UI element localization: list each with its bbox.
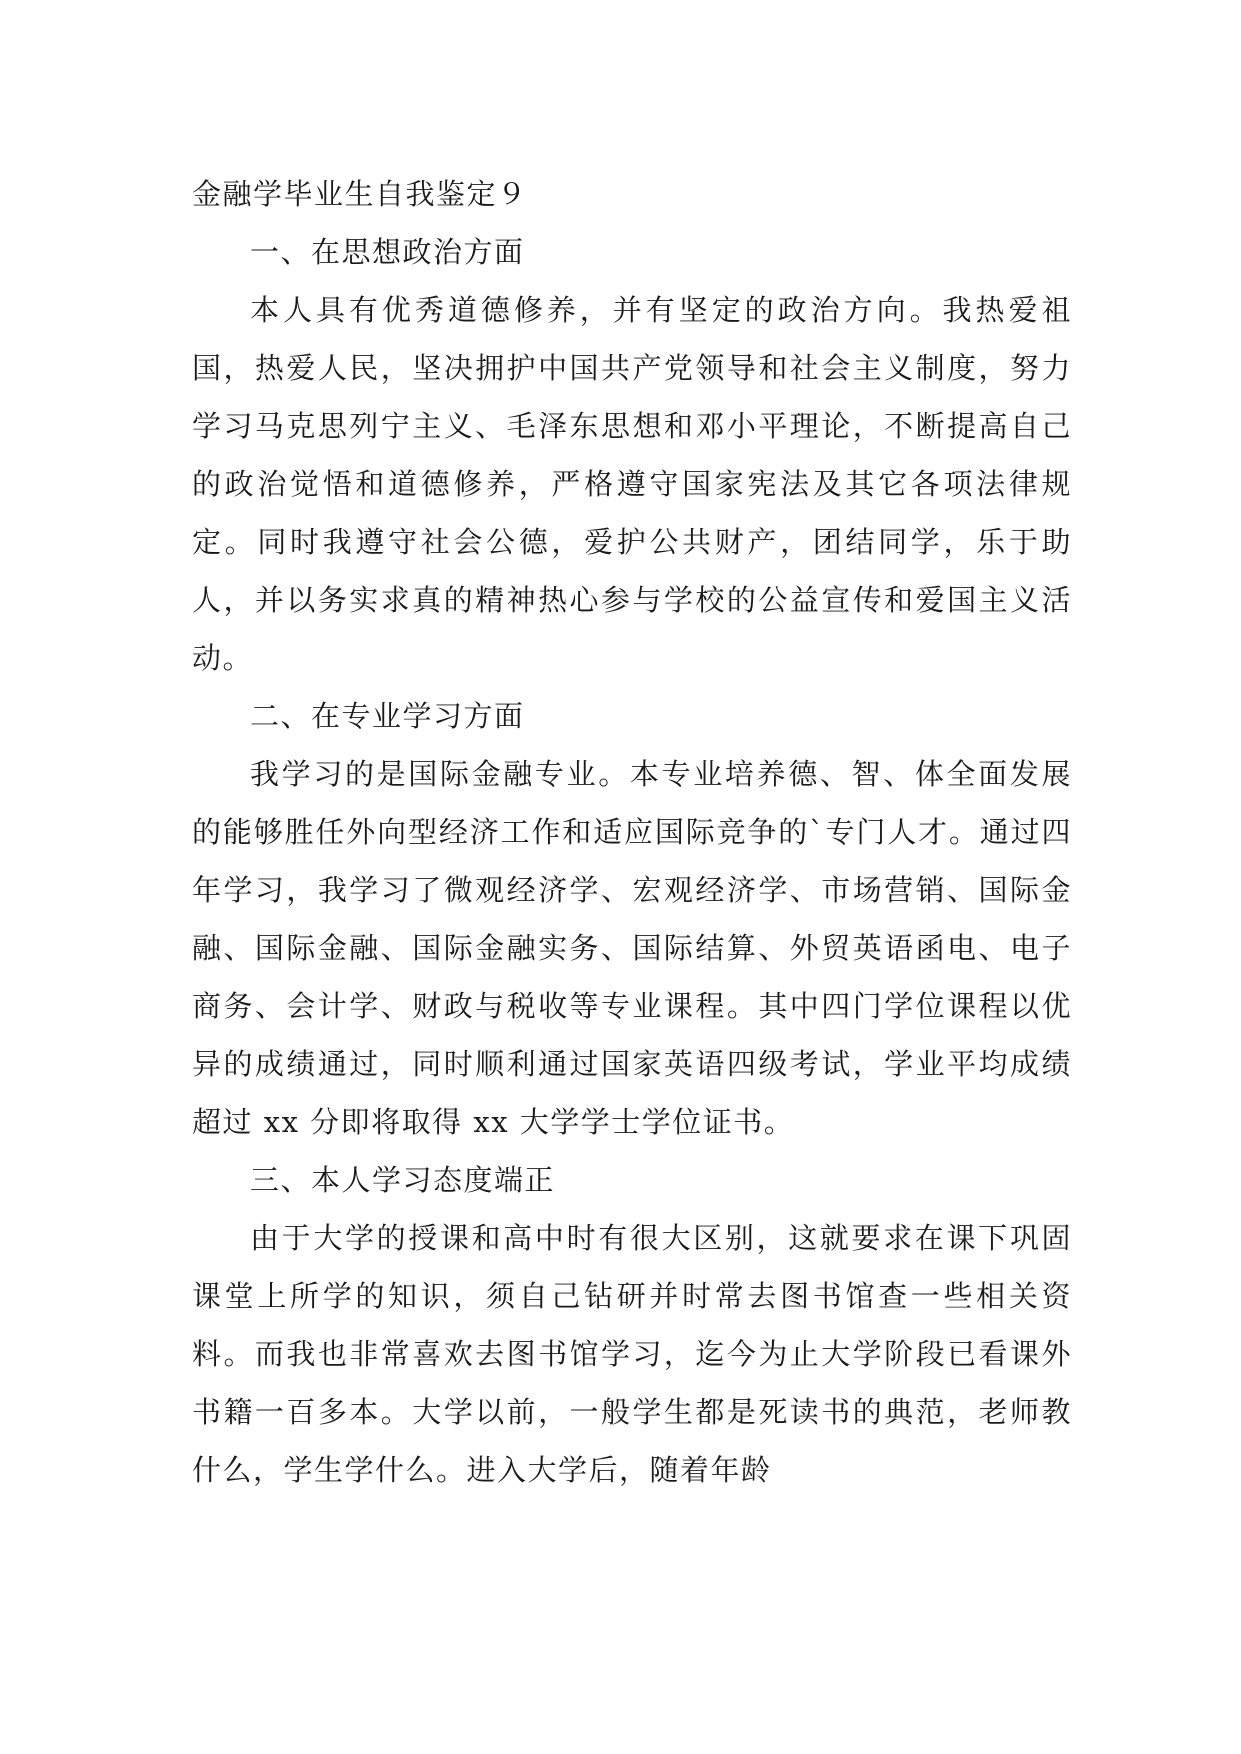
section-heading-attitude: 三、本人学习态度端正	[250, 1163, 556, 1197]
document-title: 金融学毕业生自我鉴定９	[192, 177, 528, 211]
section-paragraph-attitude: 由于大学的授课和高中时有很大区别，这就要求在课下巩固课堂上所学的知识，须自己钻研并时常去图书馆查一些相关资料。而我也非常喜欢去图书馆学习，迄今为止大学阶段已看课外书籍一百多本。大学以前，一般学生都是死读书的典范，老师教什么，学生学什么。进入大学后，随着年龄	[192, 1221, 1072, 1487]
section-heading-politics: 一、在思想政治方面	[250, 235, 525, 269]
section-paragraph-politics: 本人具有优秀道德修养，并有坚定的政治方向。我热爱祖国，热爱人民，坚决拥护中国共产党领导和社会主义制度，努力学习马克思列宁主义、毛泽东思想和邓小平理论，不断提高自己的政治觉悟和道德修养，严格遵守国家宪法及其它各项法律规定。同时我遵守社会公德，爱护公共财产，团结同学，乐于助人，并以务实求真的精神热心参与学校的公益宣传和爱国主义活动。	[192, 293, 1072, 675]
document-body	[192, 165, 1072, 1499]
section-heading-study: 二、在专业学习方面	[250, 699, 525, 733]
section-paragraph-study: 我学习的是国际金融专业。本专业培养德、智、体全面发展的能够胜任外向型经济工作和适应国际竞争的`专门人才。通过四年学习，我学习了微观经济学、宏观经济学、市场营销、国际金融、国际金融、国际金融实务、国际结算、外贸英语函电、电子商务、会计学、财政与税收等专业课程。其中四门学位课程以优异的成绩通过，同时顺利通过国家英语四级考试，学业平均成绩超过 xx 分即将取得 xx 大学学士学位证书。	[192, 757, 1072, 1139]
